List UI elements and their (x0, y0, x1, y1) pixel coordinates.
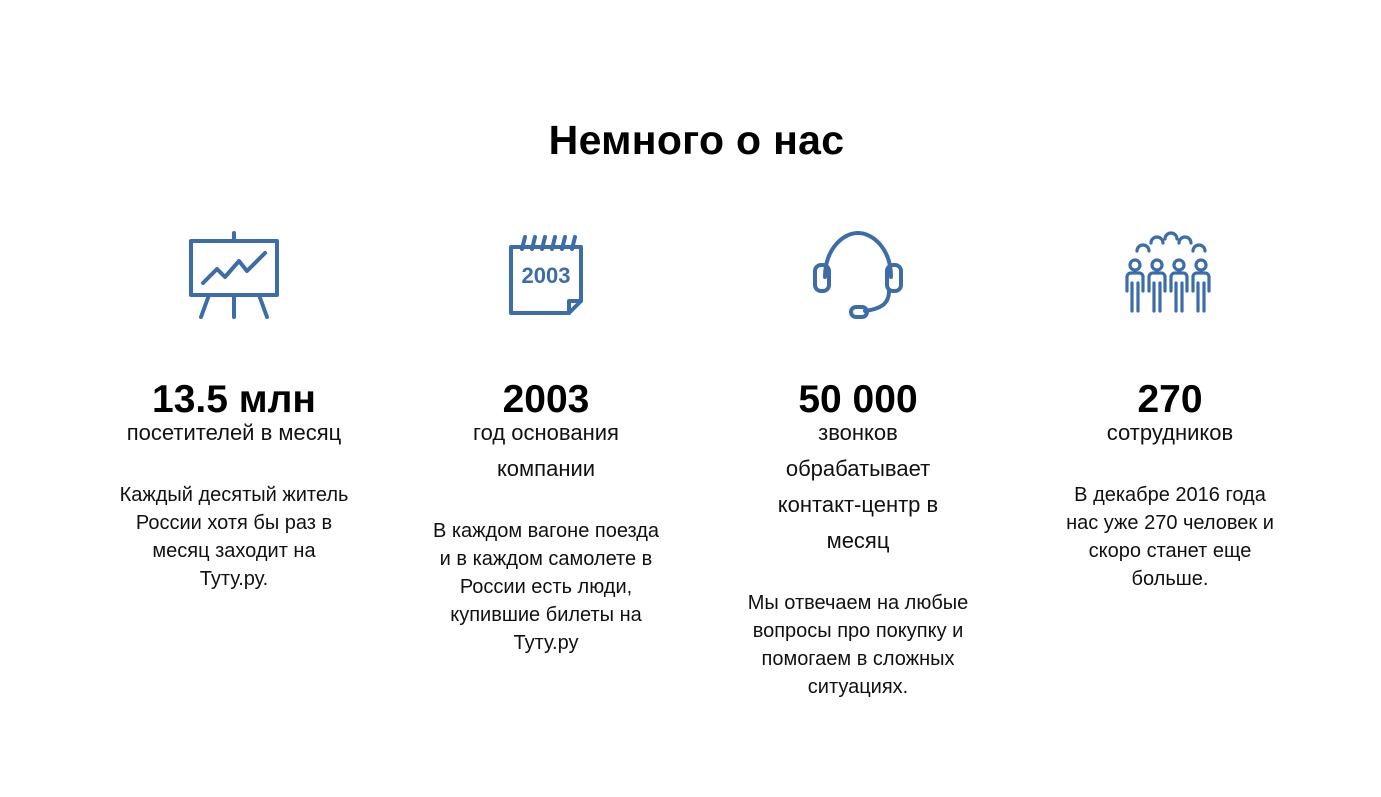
stat-value: 2003 (502, 378, 590, 421)
stat-value: 13.5 млн (152, 378, 316, 421)
stat-description: В декабре 2016 года нас уже 270 человек и скоро станет еще больше. (1066, 484, 1274, 590)
calendar-year-text: 2003 (521, 263, 571, 288)
calendar-icon (491, 225, 601, 335)
stat-caption: посетителей в месяц (126, 420, 342, 445)
stat-caption: год основания компании (473, 420, 619, 481)
headset-icon (803, 225, 913, 335)
team-icon (1115, 225, 1225, 335)
stat-caption: сотрудников (1106, 420, 1234, 445)
stat-description: Каждый десятый житель России хотя бы раз в месяц заходит на Туту.ру. (119, 484, 349, 590)
presentation-chart-icon (179, 225, 289, 335)
stat-caption: звонков обрабатывает контакт-центр в месяц (777, 420, 939, 553)
stat-founded (416, 225, 676, 657)
stat-employees (1040, 225, 1300, 593)
stat-value: 50 000 (798, 378, 918, 421)
stat-description: В каждом вагоне поезда и в каждом самолете в России есть люди, купившие билеты на Туту.ру (432, 520, 660, 654)
stat-visitors (104, 225, 364, 593)
stat-value: 270 (1137, 378, 1203, 421)
page-title: Немного о нас (548, 117, 845, 164)
stat-description: Мы отвечаем на любые вопросы про покупку и помогаем в сложных ситуациях. (747, 592, 969, 698)
stat-calls (728, 225, 988, 701)
